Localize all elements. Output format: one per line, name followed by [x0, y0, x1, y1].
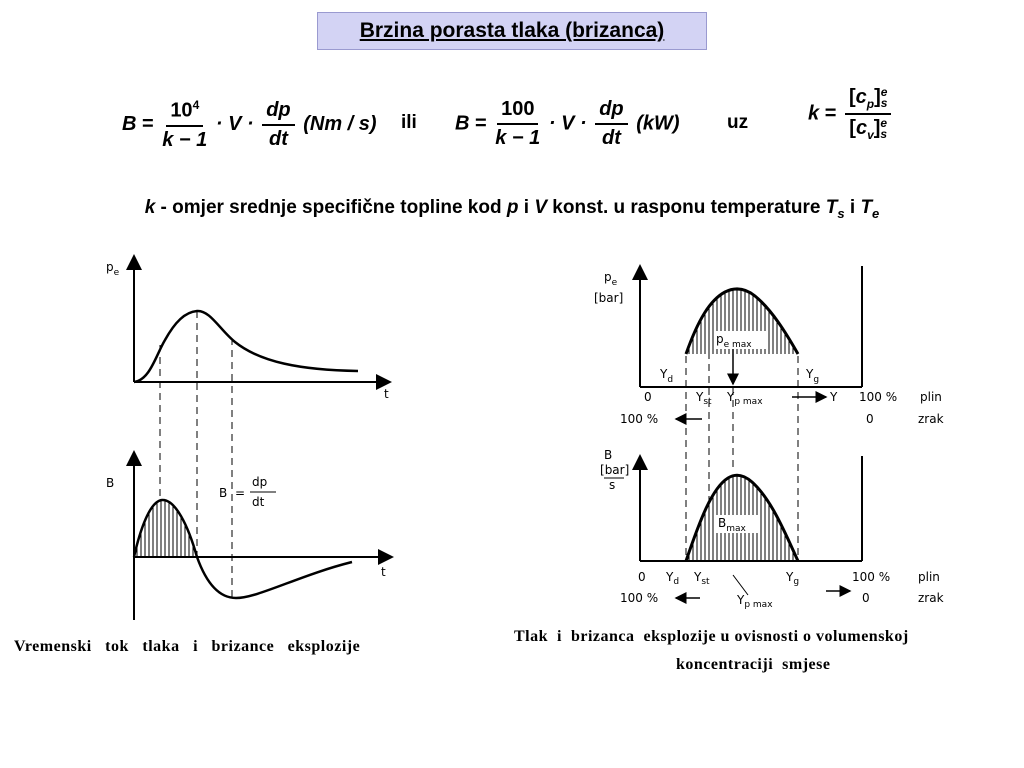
slide-title: Brzina porasta tlaka (brizanca): [359, 19, 665, 42]
formula2-num: 100: [497, 98, 538, 125]
def-t1-sub: s: [837, 205, 845, 221]
y-axis-name-label: Y: [830, 390, 838, 404]
formula1-unit: (Nm / s): [303, 113, 377, 136]
def-text1: - omjer srednje specifične topline kod: [155, 197, 507, 218]
formula3-fraction: $[c_p]$ e s $[c_v]$ e s: [845, 86, 892, 142]
left-bottom-xlabel: t: [381, 565, 386, 579]
with-word: uz: [727, 112, 749, 133]
formula1-dden: dt: [268, 127, 288, 150]
formula-nm-per-s: B = $\frac{10^4}{k - 1}$ · V · $\frac{dp}{dt}$ (Nm / s): [122, 98, 377, 151]
yst-top-label: $Y_{st}$: [696, 390, 712, 407]
left-top-xlabel: t: [384, 387, 389, 401]
formula3-den-lim: s: [880, 126, 888, 141]
formula2-den: k − 1: [495, 127, 541, 149]
formula2-dden: dt: [601, 127, 621, 149]
ypmax-bottom-label: $Y_{p max}$: [737, 593, 773, 610]
bmax-label: $B_{max}$: [718, 516, 746, 534]
formula3-den-sup: e: [880, 115, 888, 130]
b-eq-equals: =: [235, 486, 246, 500]
right-diagram-caption-line1: Tlak i brizanca eksplozije u ovisnosti o volumenskoj: [514, 628, 909, 645]
b-eq-den: dt: [252, 495, 265, 509]
formula1-dnum: dp: [262, 99, 294, 126]
b-eq-num: dp: [252, 475, 268, 489]
yg-top-label: $Y_g$: [806, 367, 820, 385]
formula2-lhs: B: [455, 112, 470, 135]
or-word: ili: [401, 112, 417, 133]
right-top-unit: [bar]: [594, 291, 624, 305]
formula-kw: B = $\frac{100}{k - 1}$ · V · $\frac{dp}{dt}$ (kW): [455, 98, 680, 149]
formula-kappa: k = $[c_p]$ e s $[c_v]$ e s: [808, 86, 894, 142]
formula1-den: k − 1: [162, 128, 208, 151]
formula3-lhs: k: [808, 102, 820, 125]
formula3-num-lim: s: [880, 95, 888, 110]
formula1-exp: 4: [192, 98, 200, 112]
def-t1: T: [825, 197, 838, 218]
right-bottom-ylabel: B: [604, 448, 613, 462]
yg-bottom-label: $Y_g$: [786, 570, 800, 587]
bottom-zero-label: 0: [638, 570, 646, 584]
ypmax-leader-line: [733, 575, 748, 595]
bottom-hundred-label: 100 %: [852, 570, 891, 584]
left-pressure-time-chart: [106, 256, 390, 401]
yd-bottom-label: $Y_d$: [666, 570, 680, 587]
formula3-den-c: c: [855, 117, 868, 139]
def-p: p: [506, 197, 519, 218]
def-t2: T: [860, 197, 873, 218]
pmax-label: $p_{e max}$: [716, 332, 752, 350]
def-v: V: [534, 197, 548, 218]
right-pressure-concentration-chart: [594, 266, 944, 426]
top-hundred-label: 100 %: [859, 390, 898, 404]
left-brisance-time-chart: [106, 452, 392, 620]
yd-top-label: $Y_d$: [660, 367, 674, 385]
top-plin-label: plin: [920, 390, 942, 404]
top-zero-label: 0: [644, 390, 652, 404]
formula3-num-sub: p: [866, 97, 875, 111]
formula2-unit: (kW): [636, 112, 680, 135]
def-k: k: [144, 197, 156, 218]
right-top-ylabel: $p_e$: [604, 270, 618, 288]
right-bottom-unit-den: s: [609, 478, 616, 492]
bottom-hundred-left-label: 100 %: [620, 591, 659, 605]
bottom-zrak-label: zrak: [918, 591, 944, 605]
right-bottom-unit-num: [bar]: [600, 463, 630, 477]
b-eq-label: B: [219, 486, 228, 500]
top-hundred-left-label: 100 %: [620, 412, 659, 426]
def-i1: i: [518, 197, 535, 218]
formula3-den-sub: v: [867, 128, 874, 142]
left-top-ylabel: $p_e$: [106, 260, 120, 278]
pressure-curve: [134, 311, 358, 382]
right-diagram-caption-line2: koncentraciji smjese: [676, 656, 831, 673]
bottom-zero-right-label: 0: [862, 591, 870, 605]
formula3-num-sup: e: [880, 84, 888, 99]
formula2-mid: · V ·: [548, 112, 587, 135]
formula1-mid: · V ·: [215, 113, 254, 136]
bottom-plin-label: plin: [918, 570, 940, 584]
ypmax-top-label: $Y_{p max}$: [727, 390, 763, 407]
formula1-lhs: B: [122, 113, 137, 136]
right-brisance-concentration-chart: [600, 448, 944, 610]
def-text2: konst. u rasponu temperature: [547, 197, 826, 218]
formula1-num: 10: [170, 99, 193, 122]
yst-bottom-label: $Y_{st}$: [694, 570, 710, 587]
def-t2-sub: e: [872, 205, 880, 221]
formula2-dnum: dp: [595, 98, 627, 125]
left-bottom-ylabel: B: [106, 476, 115, 490]
def-i2: i: [844, 197, 861, 218]
formula3-num-c: c: [855, 86, 867, 108]
top-zrak-label: zrak: [918, 412, 944, 426]
top-zero-right-label: 0: [866, 412, 874, 426]
left-diagram-caption: Vremenski tok tlaka i brizance eksplozije: [14, 638, 361, 655]
